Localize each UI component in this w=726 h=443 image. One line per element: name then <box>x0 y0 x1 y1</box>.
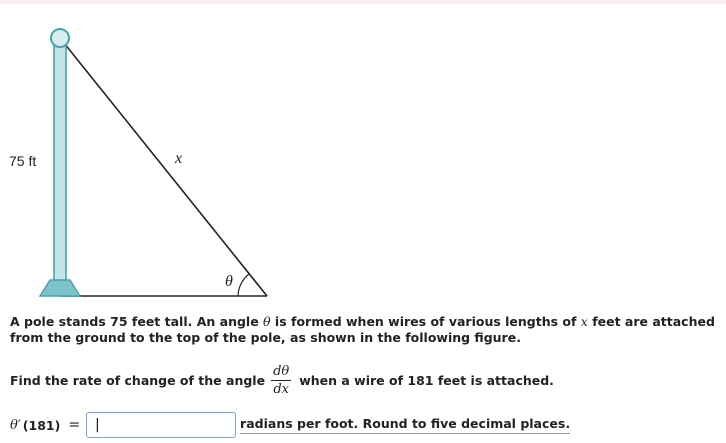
question-suffix: when a wire of 181 feet is attached. <box>299 372 554 388</box>
answer-function-label: θ′ <box>10 417 21 433</box>
problem-text-part3: feet are attached from the ground to the top of the pole, as shown in the following figure. <box>10 314 715 345</box>
problem-x-symbol: x <box>580 314 588 329</box>
question-prefix: Find the rate of change of the angle <box>10 372 266 388</box>
question-row <box>10 360 554 400</box>
problem-text-part1: A pole stands 75 feet tall. An angle <box>10 314 264 329</box>
pole-top-knob <box>51 29 69 47</box>
derivative-fraction <box>271 364 291 397</box>
problem-statement <box>10 314 716 346</box>
fraction-bar <box>271 380 291 381</box>
problem-text-part2: is formed when wires of various lengths of <box>270 314 581 329</box>
wire-length-label: x <box>175 150 183 167</box>
fraction-denominator: dx <box>273 381 289 397</box>
pole <box>54 38 66 284</box>
answer-units-instructions: radians per foot. Round to five decimal places. <box>240 416 570 434</box>
problem-theta-symbol: θ <box>263 314 271 329</box>
answer-input[interactable] <box>86 412 236 438</box>
text-cursor: | <box>95 417 100 433</box>
wire-line <box>60 38 267 296</box>
angle-theta-label: θ <box>225 273 233 290</box>
answer-row <box>10 410 570 440</box>
pole-height-label: 75 ft <box>9 153 37 169</box>
pole-base <box>40 280 80 296</box>
fraction-numerator: dθ <box>273 363 290 379</box>
answer-argument: (181) <box>22 417 61 433</box>
equals-sign: = <box>68 417 81 433</box>
angle-arc <box>238 274 249 296</box>
